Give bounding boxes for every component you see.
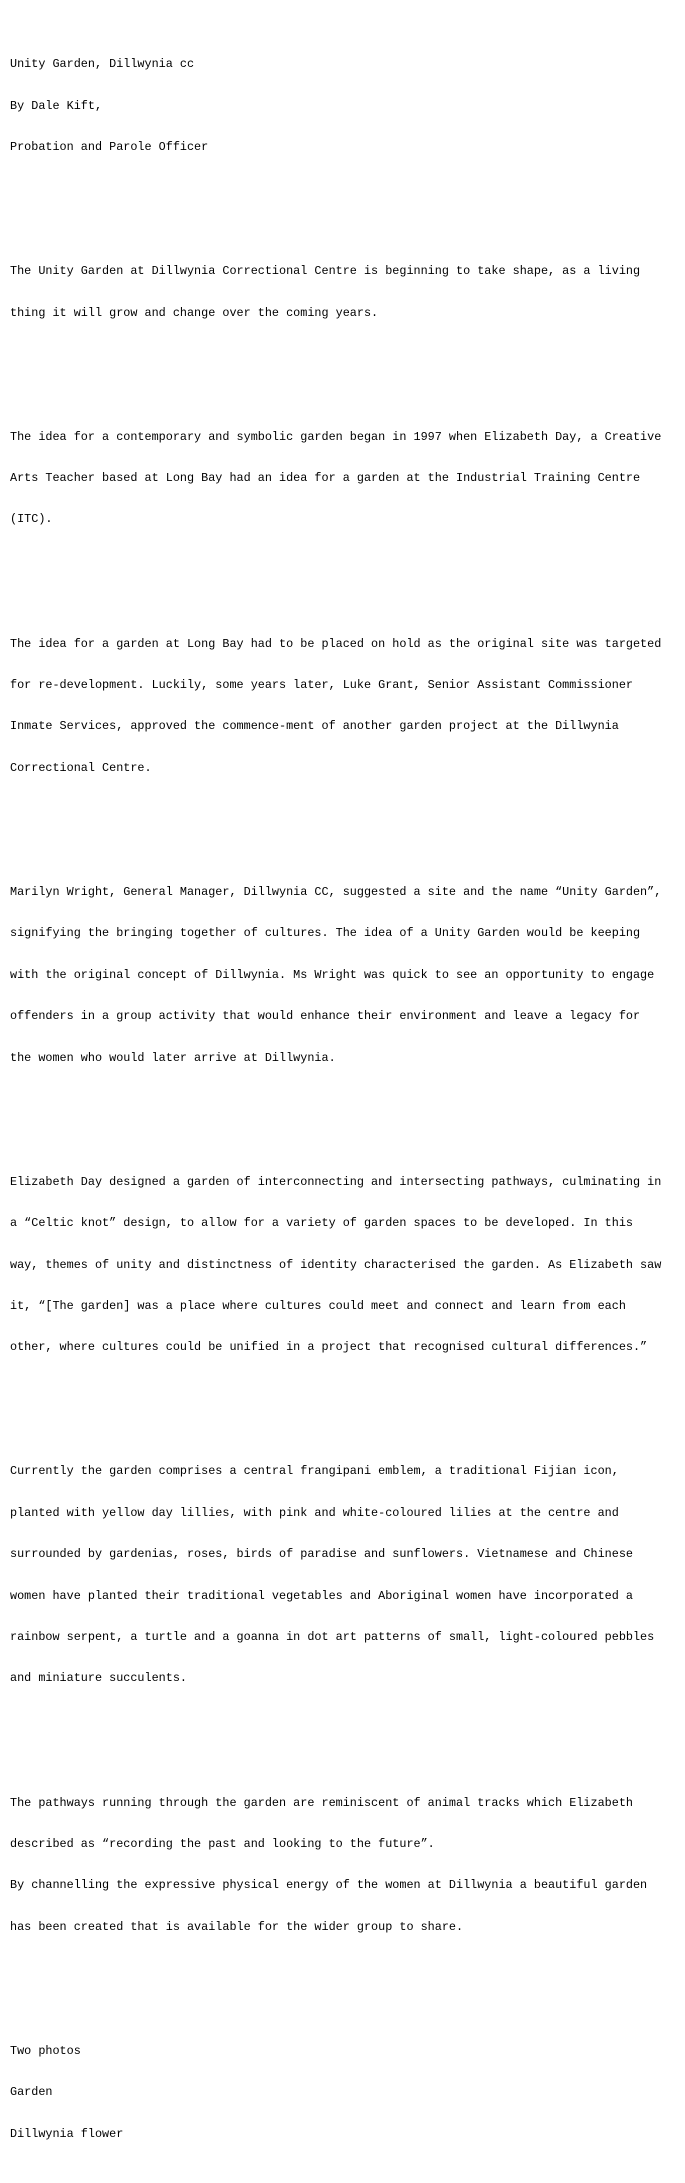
paragraph-6 [10,1438,679,1714]
article-footer [10,2017,679,2169]
article-byline: By Dale Kift, [10,98,103,113]
text-line: By channelling the expressive physical energy of the women at Dillwynia a beautiful garden [10,1878,648,1893]
text-line: planted with yellow day lillies, with pink and white-coloured lilies at the centre and [10,1505,619,1520]
text-line: The pathways running through the garden are reminiscent of animal tracks which Elizabeth [10,1795,633,1810]
text-line: for re-development. Luckily, some years later, Luke Grant, Senior Assistant Commissioner [10,678,633,693]
text-line: (ITC). [10,512,53,527]
article-header [10,31,679,183]
text-line: Inmate Services, approved the commence-ment of another garden project at the Dillwynia [10,719,619,734]
text-line: signifying the bringing together of cultures. The idea of a Unity Garden would be keeping [10,926,641,941]
article-title: Unity Garden, Dillwynia cc [10,57,195,72]
text-line: thing it will grow and change over the coming years. [10,305,379,320]
photo-caption-garden: Garden [10,2085,53,2100]
text-line: described as “recording the past and looking to the future”. [10,1836,435,1851]
text-line: rainbow serpent, a turtle and a goanna in dot art patterns of small, light-coloured pebbles [10,1630,655,1645]
text-line: offenders in a group activity that would enhance their environment and leave a legacy for [10,1009,641,1024]
text-line: and miniature succulents. [10,1671,187,1686]
text-line: has been created that is available for the wider group to share. [10,1919,464,1934]
paragraph-4 [10,858,679,1093]
text-line: way, themes of unity and distinctness of identity characterised the garden. As Elizabeth saw [10,1257,662,1272]
text-line: Arts Teacher based at Long Bay had an idea for a garden at the Industrial Training Centre [10,471,641,486]
text-line: Marilyn Wright, General Manager, Dillwynia CC, suggested a site and the name “Unity Garden”, [10,885,662,899]
text-line: women have planted their traditional vegetables and Aboriginal women have incorporated a [10,1588,633,1603]
paragraph-2 [10,403,679,555]
paragraph-1 [10,238,679,348]
text-line: The idea for a garden at Long Bay had to be placed on hold as the original site was targeted [10,636,662,651]
text-line: a “Celtic knot” design, to allow for a variety of garden spaces to be developed. In this [10,1216,633,1231]
paragraph-3 [10,610,679,803]
paragraph-7 [10,1769,679,1962]
text-line: with the original concept of Dillwynia. Ms Wright was quick to see an opportunity to engage [10,967,655,982]
text-line: The idea for a contemporary and symbolic garden began in 1997 when Elizabeth Day, a Creative [10,429,662,444]
text-line: surrounded by gardenias, roses, birds of paradise and sunflowers. Vietnamese and Chinese [10,1547,633,1562]
text-line: Currently the garden comprises a central frangipani emblem, a traditional Fijian icon, [10,1464,619,1479]
photo-note: Two photos [10,2043,81,2058]
text-line: other, where cultures could be unified in a project that recognised cultural differences.” [10,1340,648,1355]
paragraph-5 [10,1148,679,1383]
text-line: The Unity Garden at Dillwynia Correctional Centre is beginning to take shape, as a living [10,264,641,279]
text-line: Elizabeth Day designed a garden of interconnecting and intersecting pathways, culminating in [10,1174,662,1189]
text-line: it, “[The garden] was a place where cultures could meet and connect and learn from each [10,1298,626,1313]
text-line: Correctional Centre. [10,760,152,775]
author-role: Probation and Parole Officer [10,139,209,154]
photo-caption-flower: Dillwynia flower [10,2126,124,2141]
text-line: the women who would later arrive at Dillwynia. [10,1050,336,1065]
